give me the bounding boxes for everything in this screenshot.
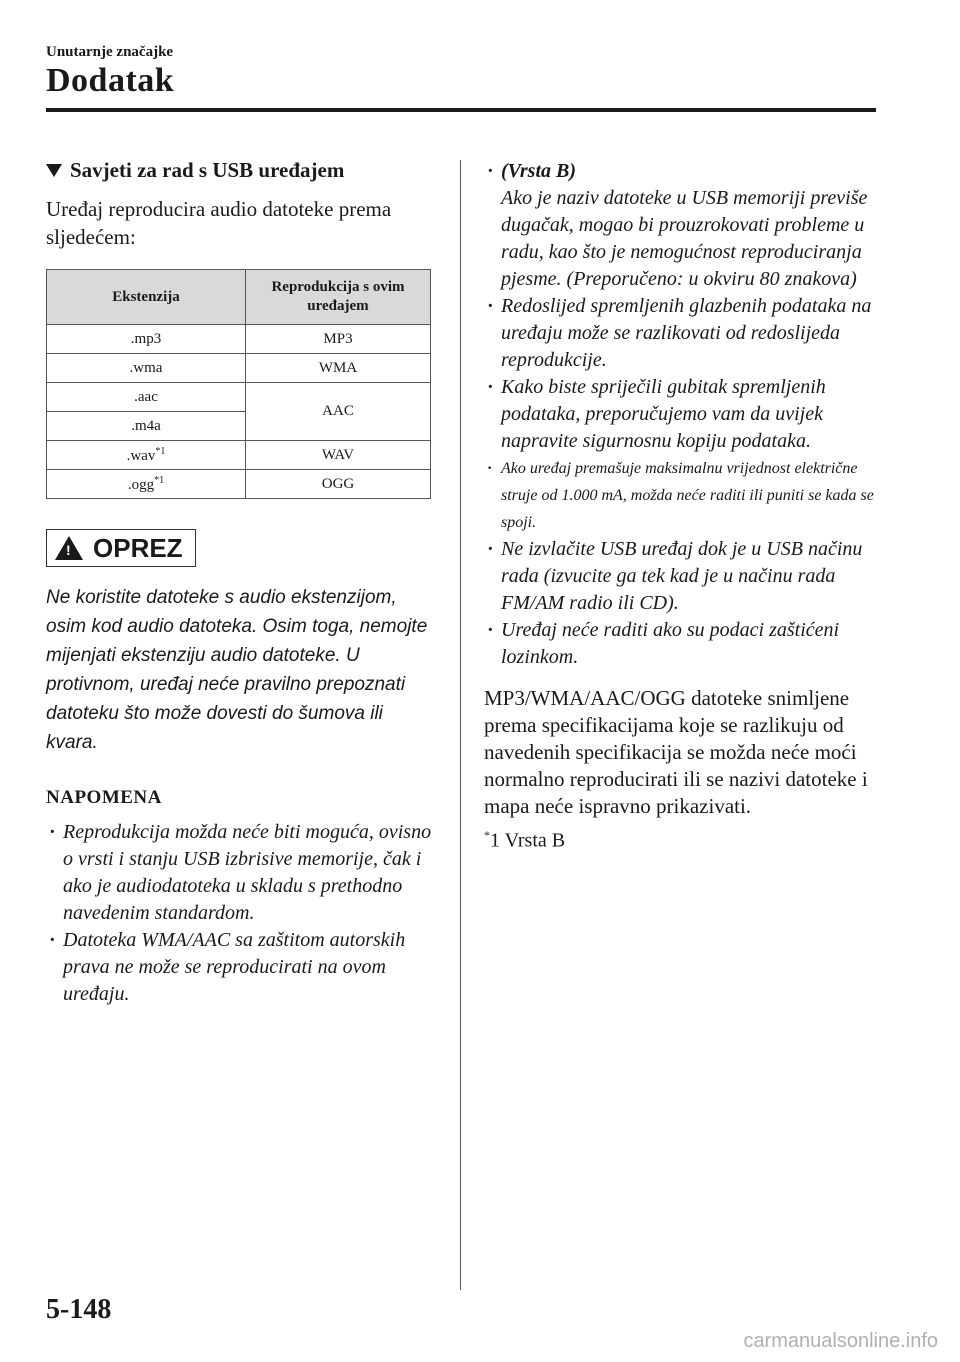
table-header-cell: Ekstenzija xyxy=(47,270,246,325)
table-row xyxy=(47,470,431,499)
table-row xyxy=(47,383,431,412)
ext-text: .wav xyxy=(126,447,156,464)
note-list xyxy=(46,819,432,1008)
table-cell-ext xyxy=(47,470,246,499)
footnote-ref: *1 xyxy=(155,445,166,457)
list-item: · Datoteka WMA/AAC sa zaštitom autorskih prava ne može se reproducirati na ovom uređaju. xyxy=(46,927,432,1008)
header-section: Unutarnje značajke xyxy=(46,44,174,60)
type-text: Ako je naziv datoteke u USB memoriji previše dugačak, mogao bi prouzrokovati probleme u radu, kao što je nemogućnost reproduciranja pjesme. (Preporučeno: u okviru 80 znakova) xyxy=(501,187,868,290)
table-row xyxy=(47,354,431,383)
watermark: carmanualsonline.info xyxy=(743,1330,938,1352)
page-title: Dodatak xyxy=(46,62,175,99)
table-cell-format: AAC xyxy=(246,383,431,441)
list-item: · Ako uređaj premašuje maksimalnu vrijednost električne struje od 1.000 mA, možda neće raditi ili puniti se kada se spoji. xyxy=(484,455,884,536)
column-divider xyxy=(460,160,461,1290)
list-item: · Reprodukcija možda neće biti moguća, ovisno o vrsti i stanju USB izbrisive memorije, čak i ako je audiodatoteka u skladu s prethodno navedenim standardom. xyxy=(46,819,432,927)
table-row xyxy=(47,441,431,470)
footnote-text: 1 Vrsta B xyxy=(490,829,566,852)
spec-paragraph: MP3/WMA/AAC/OGG datoteke snimljene prema specifikacijama koje se razlikuju od navedenih specifikacija se možda neće moći normalno reproducirati ili se nazivi datoteke i mapa neće ispravno prikazivati. xyxy=(484,686,868,818)
table-row xyxy=(47,325,431,354)
triangle-marker-icon xyxy=(46,164,62,177)
list-item: · Ne izvlačite USB uređaj dok je u USB načinu rada (izvucite ga tek kad je u načinu rada FM/AM radio ili CD). xyxy=(484,536,884,617)
table-cell-ext: .mp3 xyxy=(47,325,246,354)
section-heading xyxy=(46,158,432,183)
caution-box xyxy=(46,529,196,567)
table-cell-format: WAV xyxy=(246,441,431,470)
header-rule xyxy=(46,108,876,112)
intro-text: Uređaj reproducira audio datoteke prema sljedećem: xyxy=(46,197,392,249)
type-label: (Vrsta B) xyxy=(501,160,577,182)
left-column xyxy=(46,158,432,1008)
page-number: 5-148 xyxy=(46,1294,112,1325)
ext-text: .ogg xyxy=(127,476,155,493)
table-cell-ext: .aac xyxy=(47,383,246,412)
table-cell-format: WMA xyxy=(246,354,431,383)
note-heading: NAPOMENA xyxy=(46,787,162,808)
table-cell-ext: .m4a xyxy=(47,412,246,441)
list-item: · Redoslijed spremljenih glazbenih podataka na uređaju može se razlikovati od redoslijeda reprodukcije. xyxy=(484,293,884,374)
list-item: · Uređaj neće raditi ako su podaci zaštićeni lozinkom. xyxy=(484,617,884,671)
table-cell-ext xyxy=(47,441,246,470)
warning-icon: ! xyxy=(55,536,83,560)
footnote xyxy=(484,828,884,853)
right-column xyxy=(484,158,884,853)
note-list-continued xyxy=(484,158,884,671)
footnote-ref: *1 xyxy=(154,474,165,486)
table-header-cell: Reprodukcija s ovim uređajem xyxy=(246,270,431,325)
section-heading-text: Savjeti za rad s USB uređajem xyxy=(70,158,345,182)
list-item: · Kako biste spriječili gubitak spremljenih podataka, preporučujemo vam da uvijek napravite sigurnosnu kopiju podataka. xyxy=(484,374,884,455)
table-header-row xyxy=(47,270,431,325)
caution-text: Ne koristite datoteke s audio ekstenzijom, osim kod audio datoteka. Osim toga, nemojte mijenjati ekstenziju audio datoteke. U protivnom, uređaj neće pravilno prepoznati datoteku što može dovesti do šumova ili kvara. xyxy=(46,587,428,753)
table-cell-format: MP3 xyxy=(246,325,431,354)
footnote-mark: * xyxy=(484,828,490,842)
table-cell-ext: .wma xyxy=(47,354,246,383)
table-cell-format: OGG xyxy=(246,470,431,499)
list-item xyxy=(484,158,884,293)
caution-label: OPREZ xyxy=(93,532,183,563)
extension-table xyxy=(46,269,431,499)
